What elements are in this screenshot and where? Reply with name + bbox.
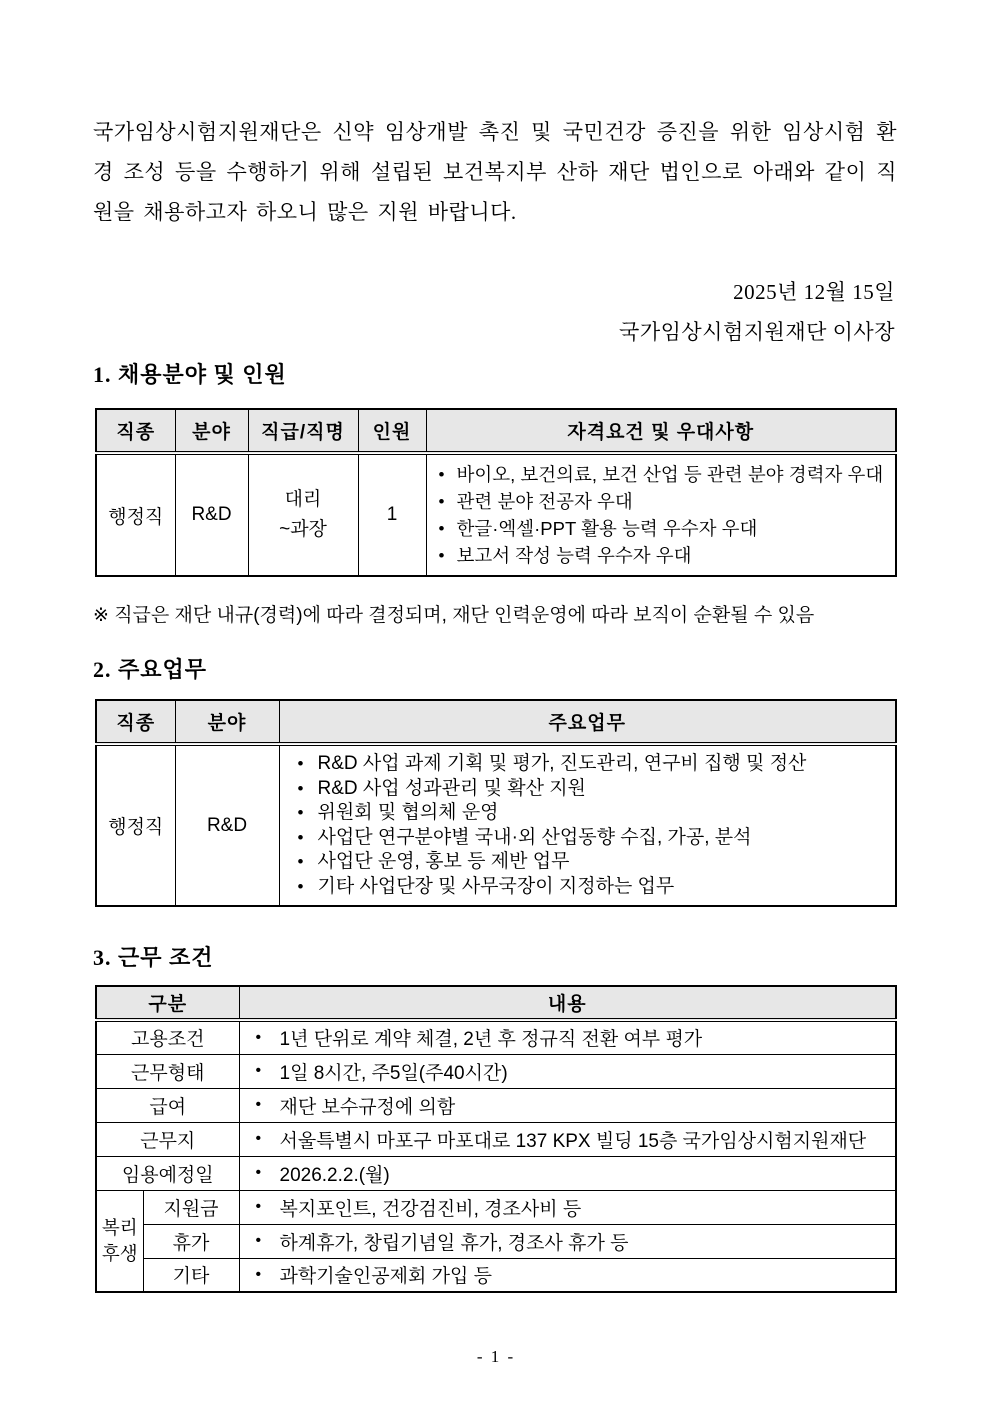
bullet-item: • 기타 사업단장 및 사무국장이 지정하는 업무 [280,875,892,900]
column-header-qualifications: 자격요건 및 우대사항 [426,409,896,453]
bullet-item: • 사업단 운영, 홍보 등 제반 업무 [280,850,892,875]
row-label: 근무지 [96,1122,239,1156]
table-row [96,1190,896,1224]
column-header-field: 분야 [175,700,279,744]
cell-qualifications [426,453,896,576]
intro-paragraph: 국가임상시험지원재단은 신약 임상개발 촉진 및 국민건강 증진을 위한 임상시험 환경 조성 등을 수행하기 위해 설립된 보건복지부 산하 재단 법인으로 아래와 같이 직원을 채용하고자 하오니 많은 지원 바랍니다. [93,120,897,224]
bullet-item: • 사업단 연구분야별 국내·외 산업동향 수집, 가공, 분석 [280,826,892,851]
table-row [96,1122,896,1156]
issuer-title: 국가임상시험지원재단 이사장 [619,320,895,344]
welfare-group-label: 복리후생 [96,1190,143,1292]
row-content: • 과학기술인공제회 가입 등 [239,1258,896,1292]
table-header-row [96,700,896,744]
section3-title: 3. 근무 조건 [93,945,214,970]
row-label: 임용예정일 [96,1156,239,1190]
bullet-item: • 바이오, 보건의료, 보건 산업 등 관련 분야 경력자 우대 [427,461,892,488]
table-header-row [96,409,896,453]
bullet-item: • R&D 사업 과제 기획 및 평가, 진도관리, 연구비 집행 및 정산 [280,752,892,777]
cell-duties [279,744,896,906]
row-content: • 하계휴가, 창립기념일 휴가, 경조사 휴가 등 [239,1224,896,1258]
table-row [96,1156,896,1190]
column-header-headcount: 인원 [358,409,426,453]
bullet-item: • 한글·엑셀·PPT 활용 능력 우수자 우대 [427,515,892,542]
page-number: - 1 - [476,1347,516,1366]
table-row [96,1020,896,1054]
qualification-list [427,461,892,569]
work-conditions-table [95,985,897,1293]
bullet-item: • 위원회 및 협의체 운영 [280,801,892,826]
cell-field: R&D [175,453,248,576]
cell-grade [248,453,358,576]
row-label: 기타 [143,1258,239,1292]
column-header-content: 내용 [239,986,896,1020]
table-row [96,1224,896,1258]
duty-list [280,752,892,899]
bullet-item: • 관련 분야 전공자 우대 [427,488,892,515]
cell-field: R&D [175,744,279,906]
grade-line-2: ~과장 [279,519,327,540]
table-row [96,1088,896,1122]
table-row [96,744,896,906]
row-label: 휴가 [143,1224,239,1258]
cell-job-type: 행정직 [96,453,175,576]
note-text: ※ 직급은 재단 내규(경력)에 따라 결정되며, 재단 인력운영에 따라 보직이 순환될 수 있음 [93,605,815,626]
cell-job-type: 행정직 [96,744,175,906]
section2-title: 2. 주요업무 [93,657,208,682]
recruitment-table [95,408,897,577]
bullet-item: • 보고서 작성 능력 우수자 우대 [427,542,892,569]
date-signature-block [0,272,895,352]
grade-line-1: 대리 [284,489,322,510]
row-content: • 재단 보수규정에 의함 [239,1088,896,1122]
row-content: • 1년 단위로 계약 체결, 2년 후 정규직 전환 여부 평가 [239,1020,896,1054]
table-row [96,1054,896,1088]
column-header-job-type: 직종 [96,409,175,453]
row-label: 지원금 [143,1190,239,1224]
duties-table [95,699,897,907]
row-label: 고용조건 [96,1020,239,1054]
column-header-job-type: 직종 [96,700,175,744]
row-content: • 복지포인트, 건강검진비, 경조사비 등 [239,1190,896,1224]
row-content: • 2026.2.2.(월) [239,1156,896,1190]
column-header-grade: 직급/직명 [248,409,358,453]
column-header-category: 구분 [96,986,239,1020]
section1-title: 1. 채용분야 및 인원 [93,362,287,387]
row-label: 근무형태 [96,1054,239,1088]
column-header-field: 분야 [175,409,248,453]
table-row [96,1258,896,1292]
cell-headcount: 1 [358,453,426,576]
issue-date: 2025년 12월 15일 [733,280,895,304]
bullet-item: • R&D 사업 성과관리 및 확산 지원 [280,777,892,802]
row-content: • 서울특별시 마포구 마포대로 137 KPX 빌딩 15층 국가임상시험지원재단 [239,1122,896,1156]
row-label: 급여 [96,1088,239,1122]
row-content: • 1일 8시간, 주5일(주40시간) [239,1054,896,1088]
table-row [96,453,896,576]
table-header-row [96,986,896,1020]
column-header-duties: 주요업무 [279,700,896,744]
